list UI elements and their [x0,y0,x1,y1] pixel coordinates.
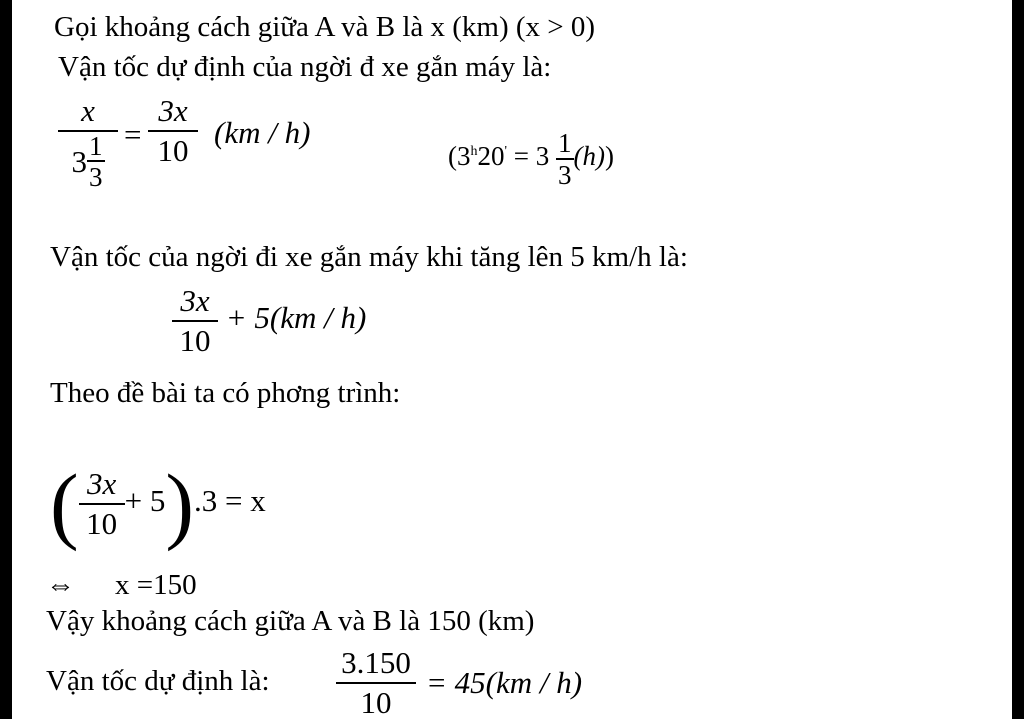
fraction-denominator-mixed [58,132,118,192]
fraction-3150-over-10 [336,644,416,719]
mixed-fraction [87,132,105,192]
line-van-toc-du-dinh-ketqua [46,640,583,719]
fraction-3x-over-10 [79,465,125,543]
right-paren: ) [165,456,195,552]
equation-phuong-trinh [50,456,266,552]
note-open: (3 [448,141,471,172]
fraction-3x-over-10 [172,282,218,360]
fraction-numerator: 3x [158,93,188,128]
note-unit: (h) [573,141,605,172]
note-equals: = 3 [507,141,550,172]
equation-van-toc-du-dinh [58,92,311,192]
note-denominator: 3 [558,160,572,190]
text-van-toc-du-dinh-label: Vận tốc dự định là: [46,665,270,697]
text-x-value: x =150 [115,569,197,601]
line-phuong-trinh-intro [50,376,400,410]
note-numerator: 1 [558,128,572,158]
result-speed: = 45(km / h) [426,665,583,700]
equation-van-toc-tang [172,282,366,360]
document-page [12,0,1012,719]
line-gia-su [54,10,595,44]
plus-five-unit: + 5(km / h) [225,300,367,336]
line-van-toc-tang [50,240,688,274]
fraction-numerator: x [81,93,95,128]
fraction-denominator: 10 [360,685,392,719]
left-paren: ( [50,456,79,552]
fraction-denominator: 10 [179,323,211,358]
unit-km-h: (km / h) [214,115,311,150]
hour-superscript: h [470,144,478,160]
line-ket-qua-x [46,568,197,602]
mixed-whole: 3 [71,144,87,179]
mixed-numerator: 1 [89,131,103,161]
note-fraction [556,128,574,190]
text-gia-su: Gọi khoảng cách giữa A và B là x (km) (x > 0) [54,11,596,43]
equivalent-symbol: ⇔ [46,569,75,601]
minute-mark: ' [504,144,508,160]
plus-five: + 5 [124,483,166,519]
text-ket-luan: Vậy khoảng cách giữa A và B là 150 (km) [46,605,535,637]
note-close: ) [605,141,614,172]
text-van-toc-du-dinh-intro: Vận tốc dự định của ngời đ xe gắn máy là: [58,51,552,83]
note-time-conversion [448,128,614,190]
equation-tail: .3 = x [194,483,266,519]
fraction-numerator: 3x [180,283,210,318]
mixed-denominator: 3 [89,162,103,192]
line-ket-luan [46,604,534,638]
equals-sign: = [124,117,142,152]
fraction-3x-over-10 [148,92,198,170]
fraction-denominator: 10 [157,133,189,168]
line-van-toc-du-dinh-intro [58,50,551,84]
fraction-x-over-mixed [58,92,118,192]
fraction-numerator: 3x [87,466,117,501]
fraction-numerator: 3.150 [341,645,411,680]
text-van-toc-tang: Vận tốc của ngời đi xe gắn máy khi tăng lên 5 km/h là: [50,241,688,273]
note-minutes: 20 [477,141,505,172]
fraction-denominator: 10 [86,506,118,541]
text-phuong-trinh-intro: Theo đề bài ta có phơng trình: [50,377,401,409]
